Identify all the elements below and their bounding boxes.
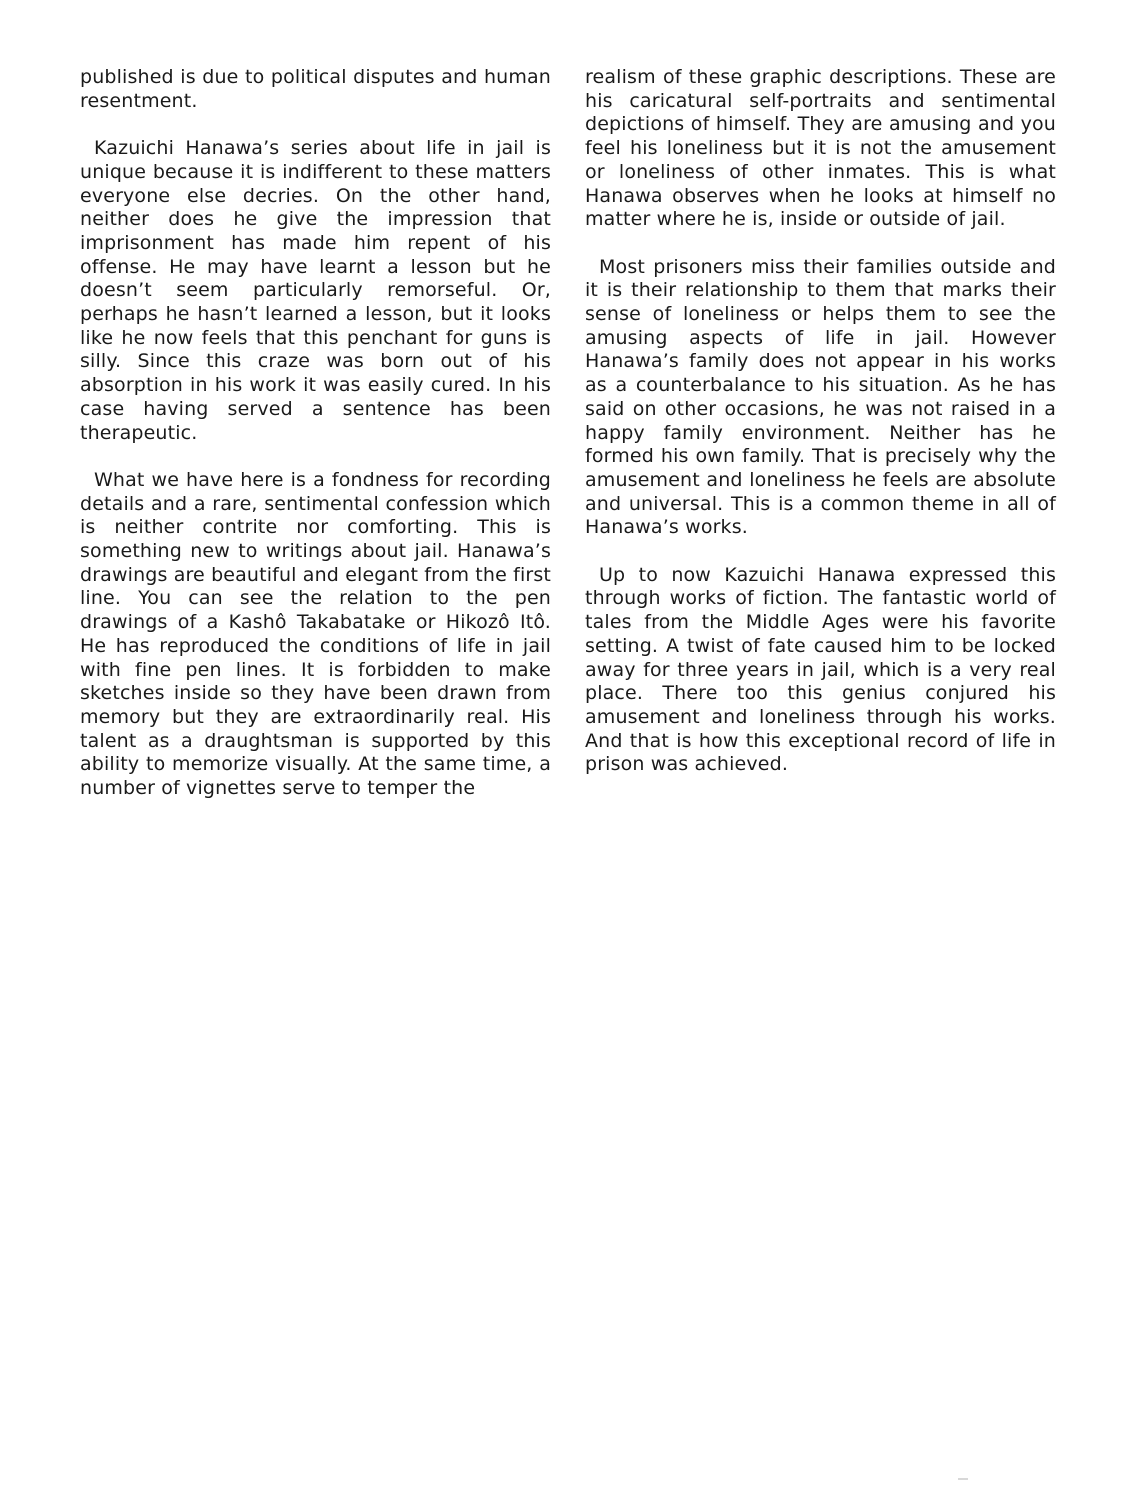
paragraph-continued: realism of these graphic descriptions. These are his caricatural self-portraits and sentimental depictions of himself. They are amusing and you feel his loneliness but it is not the amusement or loneliness of other inmates. This is what Hanawa observes when he looks at himself no matter where he is, inside or outside of jail.: [585, 66, 1056, 231]
paragraph-continued: published is due to political disputes and human resentment.: [80, 66, 551, 112]
paragraph: What we have here is a fondness for recording details and a rare, sentimental confession which is neither contrite nor comforting. This is something new to writings about jail. Hanawa’s drawings are beautiful and elegant from the first line. You can see the relation to the pen drawings of a Kashô Takabatake or Hikozô Itô. He has reproduced the conditions of life in jail with fine pen lines. It is forbidden to make sketches inside so they have been drawn from memory but they are extraordinarily real. His talent as a draughtsman is supported by this ability to memorize visually. At the same time, a number of vignettes serve to temper the: [80, 468, 551, 800]
paragraph: Up to now Kazuichi Hanawa expressed this through works of fiction. The fantastic world of tales from the Middle Ages were his favorite setting. A twist of fate caused him to be locked away for three years in jail, which is a very real place. There too this genius conjured his amusement and loneliness through his works. And that is how this exceptional record of life in prison was achieved.: [585, 563, 1056, 776]
paragraph: Kazuichi Hanawa’s series about life in jail is unique because it is indifferent to these matters everyone else decries. On the other hand, neither does he give the impression that imprisonment has made him repent of his offense. He may have learnt a lesson but he doesn’t seem particularly remorseful. Or, perhaps he hasn’t learned a lesson, but it looks like he now feels that this penchant for guns is silly. Since this craze was born out of his absorption in his work it was easily cured. In his case having served a sentence has been therapeutic.: [80, 137, 551, 444]
left-text-column: [80, 66, 551, 824]
right-text-column: [585, 66, 1056, 801]
paragraph: Most prisoners miss their families outside and it is their relationship to them that marks their sense of loneliness or helps them to see the amusing aspects of life in jail. However Hanawa’s family does not appear in his works as a counterbalance to his situation. As he has said on other occasions, he was not raised in a happy family environment. Neither has he formed his own family. That is precisely why the amusement and loneliness he feels are absolute and universal. This is a common theme in all of Hanawa’s works.: [585, 255, 1056, 539]
scan-mark: [958, 1478, 968, 1480]
